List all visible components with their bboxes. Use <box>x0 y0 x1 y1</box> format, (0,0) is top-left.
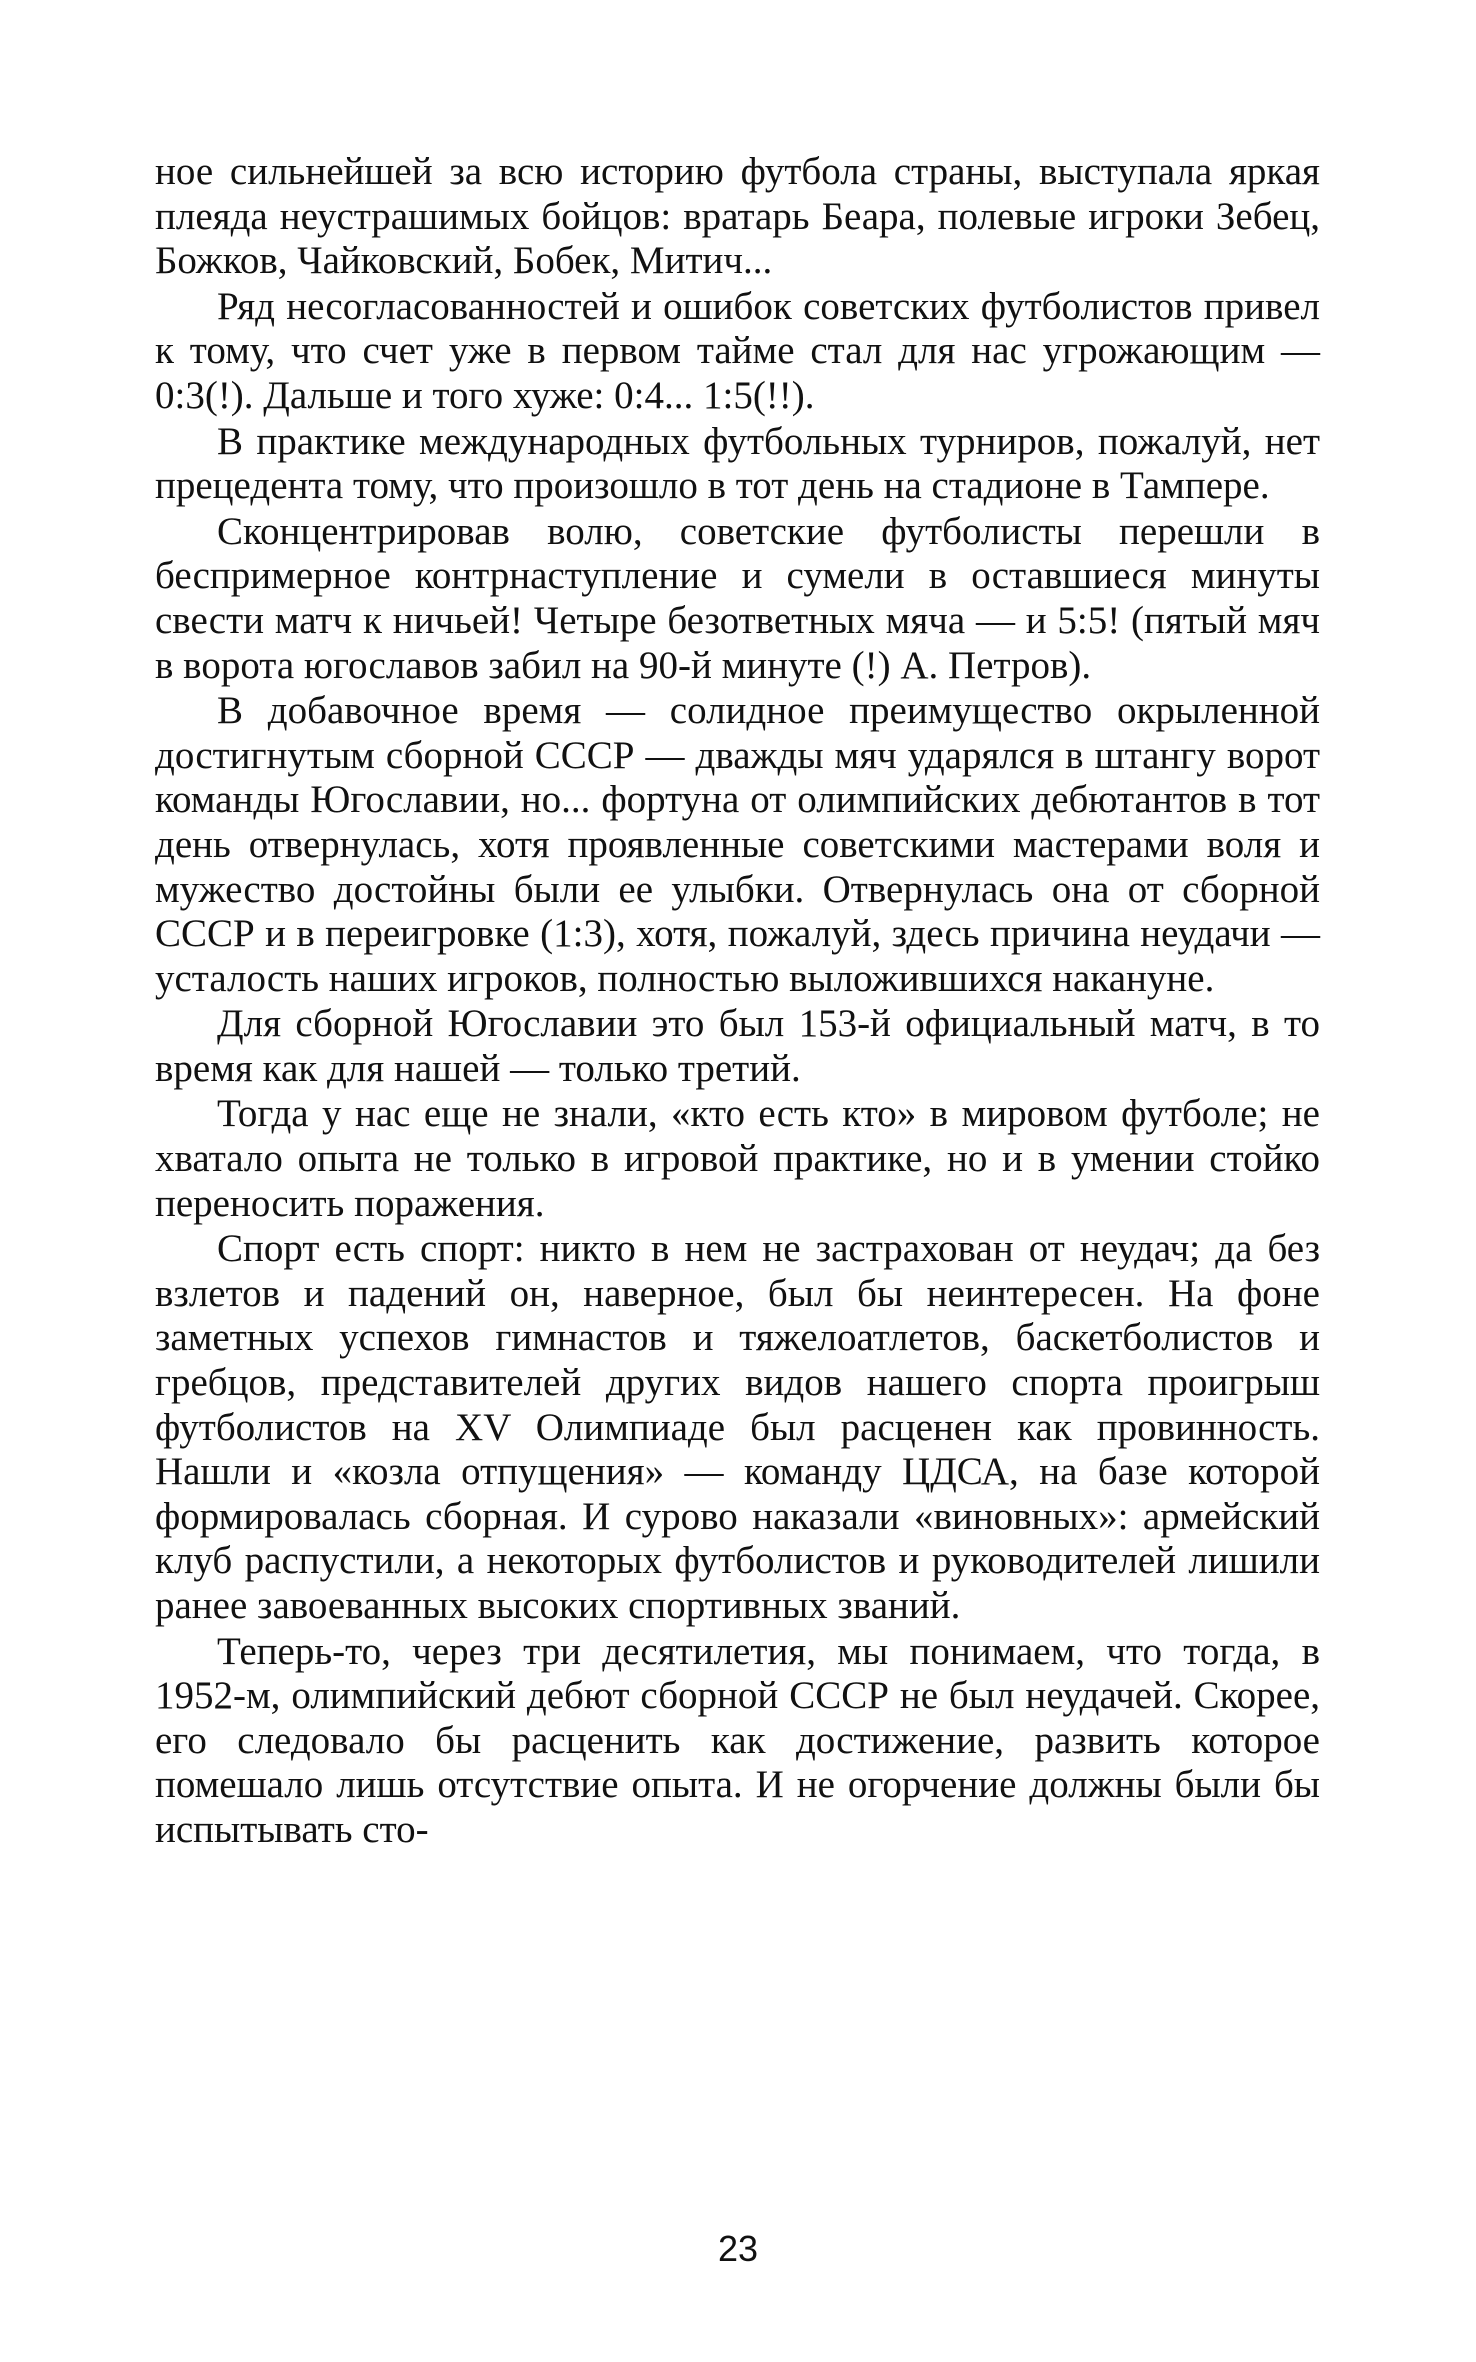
paragraph-official-match: Для сборной Югославии это был 153-й официальный матч, в то время как для нашей — только третий. <box>155 1002 1320 1090</box>
paragraph-comeback: Сконцентрировав волю, советские футболисты перешли в беспримерное контрнаступление и сумели в оставшиеся минуты свести матч к ничьей! Четыре безответных мяча — и 5:5! (пятый мяч в ворота югославов забил на 90-й минуте (!) А. Петров). <box>155 509 1320 687</box>
paragraph-mistakes: Ряд несогласованностей и ошибок советских футболистов привел к тому, что счет уже в первом тайме стал для нас угрожающим — 0:3(!). Дальше и того хуже: 0:4... 1:5(!!). <box>155 284 1320 417</box>
page-number: 23 <box>717 2228 759 2269</box>
paragraph-experience: Тогда у нас еще не знали, «кто есть кто» в мировом футболе; не хватало опыта не только в игровой практике, но и в умении стойко переносить поражения. <box>155 1092 1320 1225</box>
paragraph-extra-time: В добавочное время — солидное преимущество окрыленной достигнутым сборной СССР — дважды мяч ударялся в штангу ворот команды Югославии, но... фортуна от олимпийских дебютантов в тот день отвернулась, хотя проявленные советскими мастерами воля и мужество достойны были ее улыбки. Отвернулась она от сборной СССР и в переигровке (1:3), хотя, пожалуй, здесь причина неудачи — усталость наших игроков, полностью выложившихся накануне. <box>155 689 1320 1000</box>
paragraph-debut: Теперь-то, через три десятилетия, мы понимаем, что тогда, в 1952-м, олимпийский дебют сборной СССР не был неудачей. Скорее, его следовало бы расценить как достижение, развить которое помешало лишь отсутствие опыта. И не огорчение должны были бы испытывать сто- <box>155 1629 1320 1851</box>
paragraph-sport: Спорт есть спорт: никто в нем не застрахован от неудач; да без взлетов и падений он, наверное, был бы неинтересен. На фоне заметных успехов гимнастов и тяжелоатлетов, баскетболистов и гребцов, представителей других видов нашего спорта проигрыш футболистов на XV Олимпиаде был расценен как провинность. Нашли и «козла отпущения» — команду ЦДСА, на базе которой формировалась сборная. И сурово наказали «виновных»: армейский клуб распустили, а некоторых футболистов и руководителей лишили ранее завоеванных высоких спортивных званий. <box>155 1227 1320 1627</box>
paragraph-continuation: ное сильнейшей за всю историю футбола страны, выступала яркая плеяда неустрашимых бойцов: вратарь Беара, полевые игроки Зебец, Божков, Чайковский, Бобек, Митич... <box>155 150 1320 283</box>
page-body <box>155 150 1320 1853</box>
paragraph-precedent: В практике международных футбольных турниров, пожалуй, нет прецедента тому, что произошло в тот день на стадионе в Тампере. <box>155 419 1320 508</box>
